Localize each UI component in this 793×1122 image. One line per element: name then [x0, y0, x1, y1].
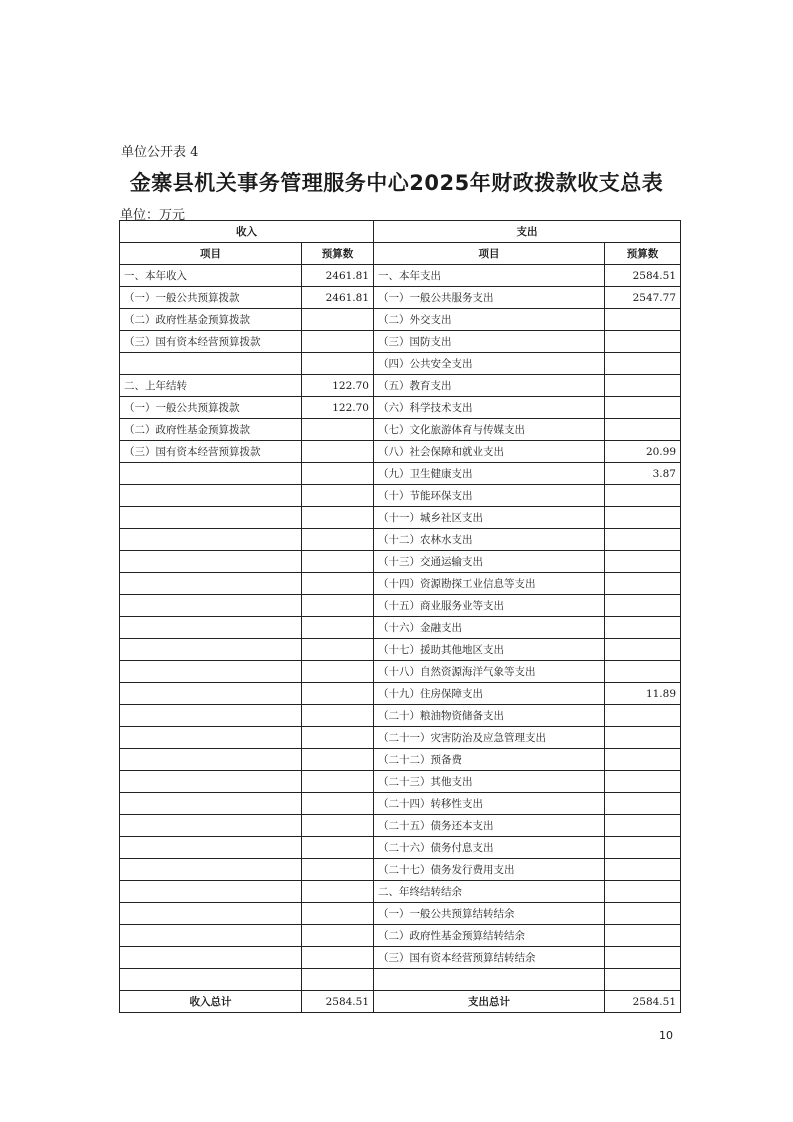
expense-value-cell: [605, 617, 681, 639]
expense-value-cell: [605, 551, 681, 573]
table-row: [120, 969, 681, 991]
table-row: [120, 727, 681, 749]
expense-value-cell: [605, 837, 681, 859]
income-item-cell: [120, 573, 302, 595]
income-item-cell: [120, 749, 302, 771]
income-item-cell: [120, 551, 302, 573]
income-item-cell: [120, 903, 302, 925]
table-row: [120, 331, 681, 353]
table-row: [120, 661, 681, 683]
income-item-cell: [120, 947, 302, 969]
income-value-cell: [302, 595, 374, 617]
expense-value-cell: [605, 815, 681, 837]
expense-value-cell: 3.87: [605, 463, 681, 485]
expense-budget-header: 预算数: [605, 243, 681, 265]
income-value-cell: [302, 815, 374, 837]
expense-value-cell: [605, 969, 681, 991]
income-total-value: 2584.51: [302, 991, 374, 1013]
expense-item-cell: （六）科学技术支出: [374, 397, 605, 419]
table-row: [120, 507, 681, 529]
income-item-cell: [120, 705, 302, 727]
income-value-cell: [302, 573, 374, 595]
income-value-cell: [302, 771, 374, 793]
expense-value-cell: [605, 925, 681, 947]
income-item-cell: [120, 815, 302, 837]
expense-total-value: 2584.51: [605, 991, 681, 1013]
table-row: [120, 639, 681, 661]
table-row: [120, 529, 681, 551]
income-item-cell: [120, 793, 302, 815]
expense-value-cell: [605, 639, 681, 661]
table-row: [120, 441, 681, 463]
table-row: [120, 903, 681, 925]
income-value-cell: [302, 331, 374, 353]
expense-item-cell: （五）教育支出: [374, 375, 605, 397]
expense-value-cell: [605, 947, 681, 969]
income-item-cell: [120, 595, 302, 617]
page-title: 金寨县机关事务管理服务中心2025年财政拨款收支总表: [129, 171, 664, 195]
income-value-cell: [302, 485, 374, 507]
income-value-cell: 122.70: [302, 397, 374, 419]
income-value-cell: [302, 441, 374, 463]
income-value-cell: [302, 309, 374, 331]
expense-value-cell: [605, 771, 681, 793]
income-total-label: 收入总计: [120, 991, 302, 1013]
expense-value-cell: 2547.77: [605, 287, 681, 309]
expense-item-cell: （十）节能环保支出: [374, 485, 605, 507]
income-value-cell: [302, 683, 374, 705]
income-value-cell: [302, 859, 374, 881]
income-item-cell: （一）一般公共预算拨款: [120, 287, 302, 309]
table-row: [120, 551, 681, 573]
income-item-cell: [120, 859, 302, 881]
expense-item-cell: （十四）资源勘探工业信息等支出: [374, 573, 605, 595]
income-value-cell: [302, 529, 374, 551]
expense-item-cell: （十八）自然资源海洋气象等支出: [374, 661, 605, 683]
income-value-cell: [302, 419, 374, 441]
table-row: [120, 771, 681, 793]
income-value-cell: [302, 925, 374, 947]
income-item-cell: [120, 925, 302, 947]
expense-item-cell: （二十）粮油物资储备支出: [374, 705, 605, 727]
expense-value-cell: [605, 859, 681, 881]
income-item-cell: [120, 485, 302, 507]
income-value-cell: [302, 969, 374, 991]
income-item-cell: 二、上年结转: [120, 375, 302, 397]
income-item-cell: [120, 771, 302, 793]
expense-value-cell: [605, 749, 681, 771]
income-value-cell: [302, 881, 374, 903]
income-item-cell: 一、本年收入: [120, 265, 302, 287]
expense-item-cell: [374, 969, 605, 991]
expense-item-cell: （二十四）转移性支出: [374, 793, 605, 815]
expense-item-cell: （七）文化旅游体育与传媒支出: [374, 419, 605, 441]
table-row: [120, 397, 681, 419]
expense-value-cell: [605, 903, 681, 925]
income-value-cell: [302, 507, 374, 529]
income-value-cell: [302, 551, 374, 573]
budget-table: [119, 220, 681, 1013]
income-item-cell: [120, 529, 302, 551]
table-row: [120, 309, 681, 331]
expense-value-cell: 2584.51: [605, 265, 681, 287]
expense-item-cell: （九）卫生健康支出: [374, 463, 605, 485]
budget-table-body: [120, 221, 681, 991]
expense-item-cell: （一）一般公共预算结转结余: [374, 903, 605, 925]
expense-item-cell: （四）公共安全支出: [374, 353, 605, 375]
income-item-cell: [120, 617, 302, 639]
expense-item-cell: （二）政府性基金预算结转结余: [374, 925, 605, 947]
income-item-cell: [120, 463, 302, 485]
expense-value-cell: 20.99: [605, 441, 681, 463]
expense-item-cell: （二十二）预备费: [374, 749, 605, 771]
income-item-cell: [120, 353, 302, 375]
totals-row: [120, 991, 681, 1013]
expense-item-cell: （十二）农林水支出: [374, 529, 605, 551]
expense-item-cell: （十五）商业服务业等支出: [374, 595, 605, 617]
expense-value-cell: [605, 375, 681, 397]
income-item-cell: （一）一般公共预算拨款: [120, 397, 302, 419]
expense-header: 支出: [374, 221, 681, 243]
table-row: [120, 485, 681, 507]
income-value-cell: [302, 837, 374, 859]
income-item-cell: （二）政府性基金预算拨款: [120, 309, 302, 331]
table-row: [120, 881, 681, 903]
expense-item-cell: （二十七）债务发行费用支出: [374, 859, 605, 881]
income-value-cell: [302, 749, 374, 771]
table-row: [120, 749, 681, 771]
expense-item-cell: （二十六）债务付息支出: [374, 837, 605, 859]
income-value-cell: [302, 353, 374, 375]
table-row: [120, 947, 681, 969]
income-header: 收入: [120, 221, 374, 243]
income-value-cell: [302, 705, 374, 727]
income-value-cell: [302, 727, 374, 749]
expense-value-cell: [605, 397, 681, 419]
table-row: [120, 419, 681, 441]
table-row: [120, 815, 681, 837]
header-row-columns: [120, 243, 681, 265]
expense-item-cell: （十七）援助其他地区支出: [374, 639, 605, 661]
expense-item-cell: （一）一般公共服务支出: [374, 287, 605, 309]
income-item-cell: [120, 507, 302, 529]
expense-value-cell: [605, 419, 681, 441]
income-item-header: 项目: [120, 243, 302, 265]
unit-label: 单位：万元: [120, 208, 186, 223]
expense-value-cell: 11.89: [605, 683, 681, 705]
expense-item-header: 项目: [374, 243, 605, 265]
expense-value-cell: [605, 331, 681, 353]
table-row: [120, 705, 681, 727]
header-row-sections: [120, 221, 681, 243]
expense-value-cell: [605, 529, 681, 551]
table-row: [120, 683, 681, 705]
income-value-cell: [302, 639, 374, 661]
expense-value-cell: [605, 881, 681, 903]
page-number: 10: [659, 1029, 673, 1042]
table-number: 单位公开表 4: [121, 145, 199, 160]
expense-value-cell: [605, 705, 681, 727]
expense-value-cell: [605, 507, 681, 529]
table-row: [120, 287, 681, 309]
income-item-cell: [120, 661, 302, 683]
table-row: [120, 265, 681, 287]
income-value-cell: [302, 617, 374, 639]
income-value-cell: 122.70: [302, 375, 374, 397]
income-value-cell: 2461.81: [302, 287, 374, 309]
income-value-cell: [302, 661, 374, 683]
expense-total-label: 支出总计: [374, 991, 605, 1013]
table-row: [120, 859, 681, 881]
table-row: [120, 793, 681, 815]
income-item-cell: [120, 683, 302, 705]
income-item-cell: [120, 727, 302, 749]
table-row: [120, 925, 681, 947]
income-value-cell: [302, 903, 374, 925]
income-value-cell: [302, 793, 374, 815]
expense-item-cell: （二十五）债务还本支出: [374, 815, 605, 837]
expense-value-cell: [605, 793, 681, 815]
income-item-cell: [120, 969, 302, 991]
expense-value-cell: [605, 727, 681, 749]
table-row: [120, 617, 681, 639]
expense-item-cell: 二、年终结转结余: [374, 881, 605, 903]
expense-item-cell: （八）社会保障和就业支出: [374, 441, 605, 463]
expense-item-cell: （三）国有资本经营预算结转结余: [374, 947, 605, 969]
income-budget-header: 预算数: [302, 243, 374, 265]
income-item-cell: （三）国有资本经营预算拨款: [120, 441, 302, 463]
expense-item-cell: （二）外交支出: [374, 309, 605, 331]
expense-item-cell: （十九）住房保障支出: [374, 683, 605, 705]
expense-value-cell: [605, 485, 681, 507]
table-row: [120, 375, 681, 397]
table-row: [120, 353, 681, 375]
expense-value-cell: [605, 661, 681, 683]
income-value-cell: [302, 463, 374, 485]
income-value-cell: [302, 947, 374, 969]
income-item-cell: （二）政府性基金预算拨款: [120, 419, 302, 441]
expense-value-cell: [605, 353, 681, 375]
expense-item-cell: （二十三）其他支出: [374, 771, 605, 793]
expense-item-cell: （二十一）灾害防治及应急管理支出: [374, 727, 605, 749]
table-row: [120, 837, 681, 859]
table-row: [120, 463, 681, 485]
income-item-cell: [120, 881, 302, 903]
expense-item-cell: （十三）交通运输支出: [374, 551, 605, 573]
income-item-cell: （三）国有资本经营预算拨款: [120, 331, 302, 353]
expense-item-cell: （十一）城乡社区支出: [374, 507, 605, 529]
table-row: [120, 595, 681, 617]
expense-item-cell: （十六）金融支出: [374, 617, 605, 639]
table-row: [120, 573, 681, 595]
expense-item-cell: （三）国防支出: [374, 331, 605, 353]
income-value-cell: 2461.81: [302, 265, 374, 287]
income-item-cell: [120, 639, 302, 661]
income-item-cell: [120, 837, 302, 859]
expense-value-cell: [605, 309, 681, 331]
expense-value-cell: [605, 573, 681, 595]
expense-item-cell: 一、本年支出: [374, 265, 605, 287]
expense-value-cell: [605, 595, 681, 617]
